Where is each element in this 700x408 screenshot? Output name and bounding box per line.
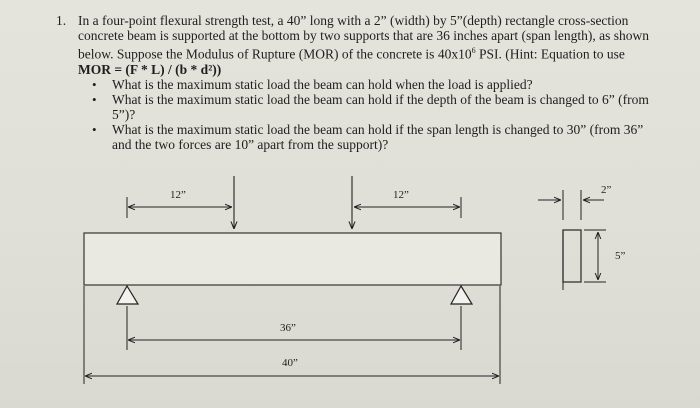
span-dimension [127, 306, 461, 350]
span-length-label: 36” [280, 322, 296, 334]
question-intro-text: In a four-point flexural strength test, a 40” long with a 2” (width) by 5”(depth) rectangle cross-section concrete beam is supported at the bottom by two supports that are 36 inches apart (span length), as shown below. Suppose the Modulus of Rupture (MOR) of the concrete is 40x10 [78, 13, 649, 62]
exponent: 6 [471, 46, 476, 55]
mor-formula: MOR = (F * L) / (b * d²)) [78, 61, 222, 77]
left-load-offset-label: 12” [170, 189, 186, 201]
beam-length-label: 40” [282, 357, 298, 369]
bullet-text: What is the maximum static load the beam can hold when the load is applied? [112, 76, 533, 92]
bullet-text: What is the maximum static load the beam can hold if the depth of the beam is changed to 6” (from 5”)? [112, 91, 649, 122]
bullet-dot-icon: • [92, 91, 97, 107]
cross-section-depth-label: 5” [615, 250, 626, 262]
bullet-text: What is the maximum static load the beam can hold if the span length is changed to 30” (from 36” and the two forces are 10” apart from the support)? [112, 121, 644, 152]
left-load-dimension [127, 189, 232, 218]
cross-section-rect [563, 230, 581, 282]
question-after-exponent: PSI. (Hint: Equation to use [475, 46, 625, 62]
right-load-dimension [354, 189, 461, 218]
right-support-icon [451, 286, 472, 304]
question-number: 1. [56, 13, 67, 28]
beam-length-dimension [84, 286, 500, 384]
left-support-icon [117, 286, 138, 304]
bullet-dot-icon: • [92, 76, 97, 92]
cross-section-width-label: 2” [601, 184, 612, 196]
cross-section [538, 184, 626, 290]
concrete-beam [84, 233, 501, 285]
bullet-dot-icon: • [92, 121, 97, 137]
right-load-offset-label: 12” [393, 189, 409, 201]
